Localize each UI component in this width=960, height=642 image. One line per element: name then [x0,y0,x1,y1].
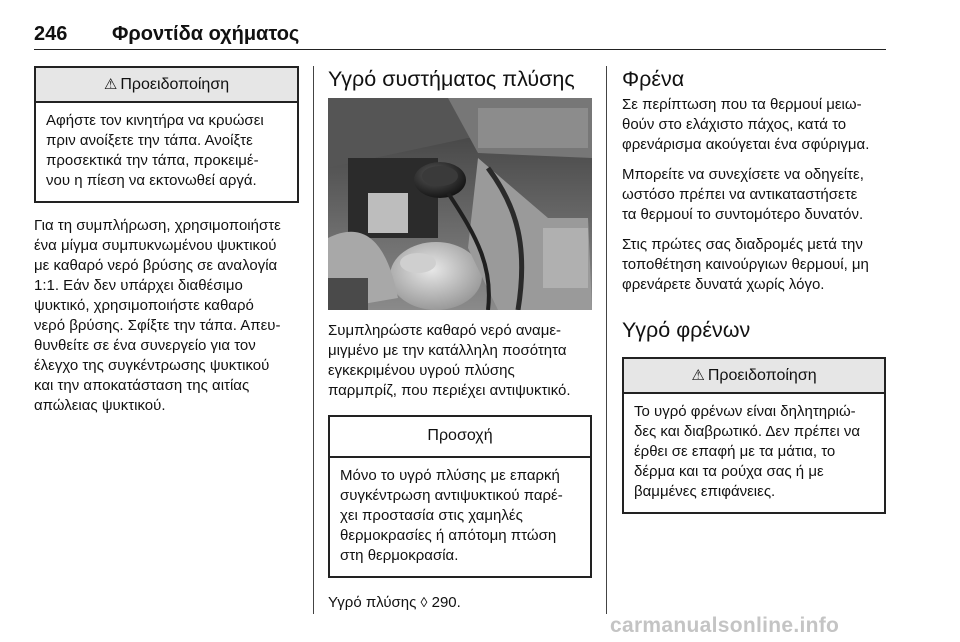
page-title: Φροντίδα οχήματος [112,23,300,45]
text-line: Για τη συμπλήρωση, χρησιμοποιήστε [34,217,281,234]
warning-triangle-icon: ⚠ [691,367,705,384]
caution-title: Προσοχή [330,417,590,458]
washer-fluid-reference [328,592,592,613]
text-line: φρενάρετε δυνατά χωρίς λόγο. [622,276,825,293]
text-line: δέρμα και τα ρούχα σας ή με [634,463,824,480]
warning-title: Προειδοποίηση [707,367,817,384]
text-line: χει προστασία στις χαμηλές [340,507,523,524]
brake-fluid-warning-box [622,357,886,514]
text-line: ψυκτικό, χρησιμοποιήστε καθαρό [34,297,254,314]
engine-bay-photo [328,98,592,310]
text-line: Σε περίπτωση που τα θερμουί μειω- [622,96,862,113]
text-line: Αφήστε τον κινητήρα να κρυώσει [46,112,264,129]
page-header [34,20,886,50]
washer-fluid-heading: Υγρό συστήματος πλύσης [328,67,575,91]
text-line: έλεγχο της συγκέντρωσης ψυκτικού [34,357,270,374]
text-line: τοποθέτηση καινούργιων θερμουί, μη [622,256,869,273]
text-line: Μόνο το υγρό πλύσης με επαρκή [340,467,560,484]
reference-page[interactable]: 290. [431,594,461,611]
text-line: Το υγρό φρένων είναι δηλητηριώ- [634,403,856,420]
brakes-paragraph-3 [622,235,886,295]
page-reference-icon: ◊ [420,594,428,610]
text-line: νερό βρύσης. Σφίξτε την τάπα. Απευ- [34,317,281,334]
text-line: συγκέντρωση αντιψυκτικού παρέ- [340,487,563,504]
column-2 [328,66,592,613]
caution-text [330,458,590,576]
text-line: φρενάρισμα ακούγεται ένα σφύριγμα. [622,136,870,153]
warning-title: Προειδοποίηση [120,76,230,93]
text-line: στη θερμοκρασία. [340,547,459,564]
text-line: Στις πρώτες σας διαδρομές μετά την [622,236,863,253]
text-line: προσεκτικά την τάπα, προκειμέ- [46,152,259,169]
coolant-paragraph [34,216,299,416]
text-line: παρμπρίζ, που περιέχει αντιψυκτικό. [328,382,571,399]
brakes-paragraph-2 [622,165,886,225]
text-line: Μπορείτε να συνεχίσετε να οδηγείτε, [622,166,864,183]
text-line: έρθει σε επαφή με τα μάτια, το [634,443,836,460]
column-1 [34,66,299,416]
text-line: βαμμένες επιφάνειες. [634,483,776,500]
text-line: με καθαρό νερό βρύσης σε αναλογία [34,257,278,274]
text-line: και την αποκατάσταση της αιτίας [34,377,250,394]
warning-box [34,66,299,203]
text-line: 1:1. Εάν δεν υπάρχει διαθέσιμο [34,277,243,294]
column-divider [313,66,314,614]
text-line: ένα μίγμα συμπυκνωμένου ψυκτικού [34,237,277,254]
warning-triangle-icon: ⚠ [103,76,118,93]
text-line: απώλειας ψυκτικού. [34,397,166,414]
reference-text: Υγρό πλύσης [328,594,417,611]
text-line: νου η πίεση να εκτονωθεί αργά. [46,172,257,189]
brakes-heading: Φρένα [622,67,685,91]
text-line: δες και διαβρωτικό. Δεν πρέπει να [634,423,861,440]
text-line: τα θερμουί το συντομότερο δυνατόν. [622,206,864,223]
text-line: ωστόσο πρέπει να αντικαταστήσετε [622,186,858,203]
text-line: μιγμένο με την κατάλληλη ποσότητα [328,342,567,359]
warning-text [36,103,297,201]
page-number: 246 [34,23,68,45]
watermark: carmanualsonline.info [610,614,840,637]
column-3 [622,66,886,514]
text-line: Συμπληρώστε καθαρό νερό αναμε- [328,322,562,339]
brakes-paragraph-1 [622,95,886,155]
text-line: πριν ανοίξετε την τάπα. Ανοίξτε [46,132,253,149]
brake-fluid-heading: Υγρό φρένων [622,318,751,342]
text-line: θερμοκρασίες ή απότομη πτώση [340,527,557,544]
text-line: εγκεκριμένου υγρού πλύσης [328,362,515,379]
text-line: θούν στο ελάχιστο πάχος, κατά το [622,116,847,133]
caution-box [328,415,592,578]
text-line: θυνθείτε σε ένα συνεργείο για τον [34,337,256,354]
column-divider [606,66,607,614]
warning-text [624,394,884,512]
washer-paragraph [328,321,592,401]
